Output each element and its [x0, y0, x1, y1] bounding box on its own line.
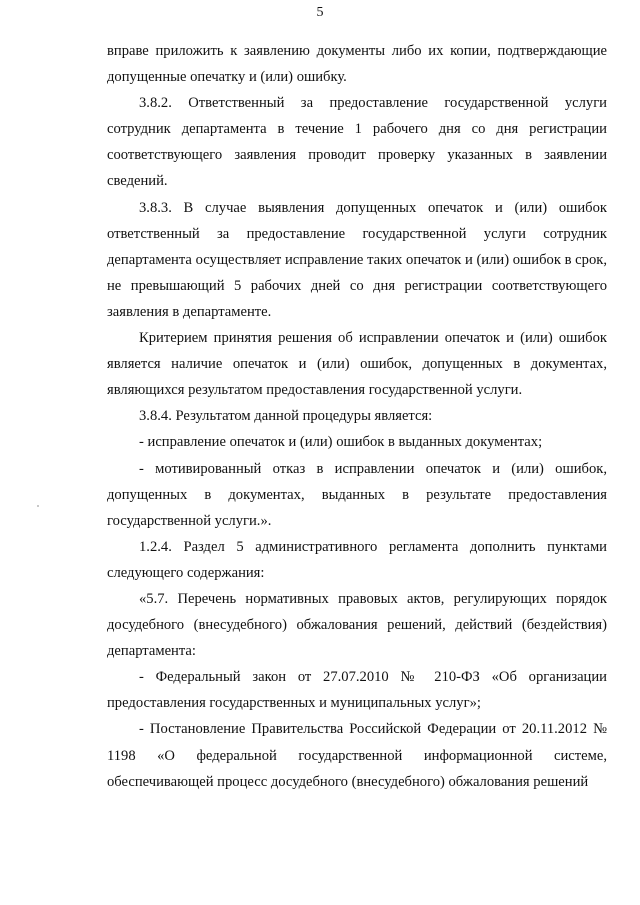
scan-speck [37, 505, 39, 507]
paragraph-3-8-3: 3.8.3. В случае выявления допущенных опечаток и (или) ошибок ответственный за предоставление государственной услуги сотрудник департамента осуществляет исправление таких опечаток и (или) ошибок в срок, не превышающий 5 рабочих дней со дня регистрации соответствующего заявления в департаменте. [107, 199, 607, 320]
paragraph-continuation: вправе приложить к заявлению документы либо их копии, подтверждающие допущенные опечатку и (или) ошибку. [107, 43, 607, 86]
paragraph-3-8-2: 3.8.2. Ответственный за предоставление государственной услуги сотрудник департамента в течение 1 рабочего дня со дня регистрации соответствующего заявления проводит проверку указанных в заявлении сведений. [107, 95, 607, 190]
page-number: 5 [316, 5, 324, 20]
paragraph-3-8-4: 3.8.4. Результатом данной процедуры является: [139, 408, 433, 425]
list-item-correction: - исправление опечаток и (или) ошибок в выданных документах; [139, 434, 543, 451]
list-item-federal-law: - Федеральный закон от 27.07.2010 № 210-ФЗ «Об организации предоставления государственных и муниципальных услуг»; [107, 669, 607, 712]
list-item-refusal: - мотивированный отказ в исправлении опечаток и (или) ошибок, допущенных в документах, выданных в результате предоставления государственной услуги.». [107, 460, 607, 529]
document-body [107, 38, 607, 795]
list-item-government-decree: - Постановление Правительства Российской Федерации от 20.11.2012 № 1198 «О федеральной государственной информационной системе, обеспечивающей процесс досудебного (внесудебного) обжалования решений [107, 721, 607, 790]
paragraph-criterion: Критерием принятия решения об исправлении опечаток и (или) ошибок является наличие опечаток и (или) ошибок, допущенных в документах, являющихся результатом предоставления государственной услуги. [107, 330, 607, 399]
paragraph-5-7: «5.7. Перечень нормативных правовых актов, регулирующих порядок досудебного (внесудебного) обжалования решений, действий (бездействия) департамента: [107, 590, 607, 660]
paragraph-1-2-4: 1.2.4. Раздел 5 административного регламента дополнить пунктами следующего содержания: [107, 538, 607, 581]
